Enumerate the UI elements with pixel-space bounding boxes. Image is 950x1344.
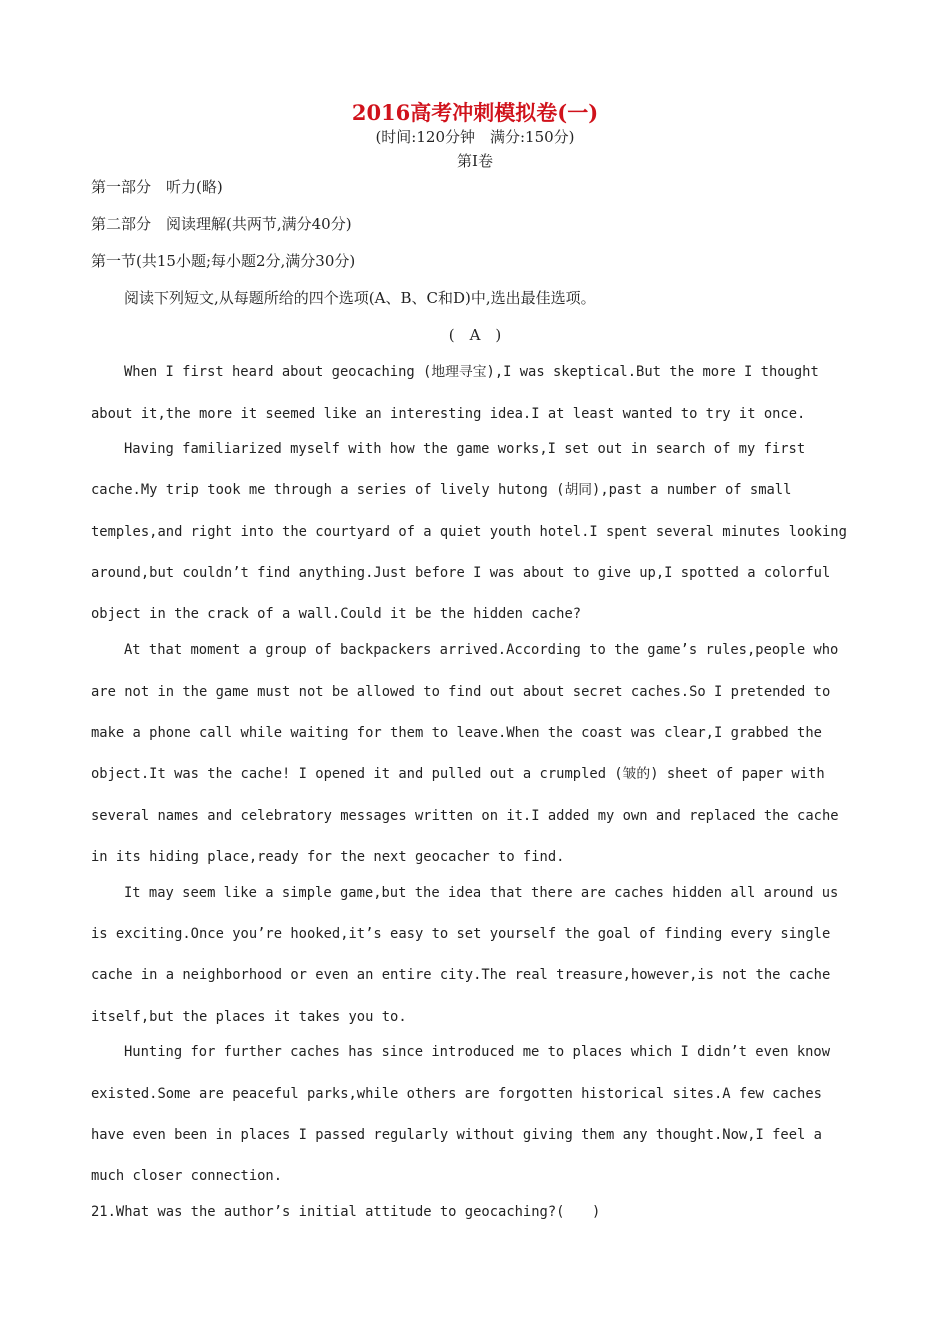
- passage-line: about it,the more it seemed like an interesting idea.I at least wanted to try it once.: [91, 406, 806, 422]
- passage-line: cache in a neighborhood or even an entire city.The real treasure,however,is not the cache: [91, 967, 831, 983]
- page-title: 2016高考冲刺模拟卷(一): [351, 100, 599, 125]
- part-two-heading: 第二部分 阅读理解(共两节,满分40分): [91, 215, 352, 233]
- passage-line: are not in the game must not be allowed to find out about secret caches.So I pretended to: [91, 684, 831, 700]
- section-one-heading: 第一节(共15小题;每小题2分,满分30分): [91, 252, 356, 270]
- passage-line: existed.Some are peaceful parks,while others are forgotten historical sites.A few caches: [91, 1086, 822, 1102]
- passage-line: At that moment a group of backpackers arrived.According to the game’s rules,people who: [124, 642, 839, 658]
- passage-line: object.It was the cache! I opened it and pulled out a crumpled (皱的) sheet of paper with: [91, 766, 825, 782]
- passage-line: itself,but the places it takes you to.: [91, 1009, 407, 1025]
- passage-line: When I first heard about geocaching (地理寻宝),I was skeptical.But the more I thought: [124, 364, 819, 380]
- volume-label: 第Ⅰ卷: [457, 152, 493, 170]
- passage-line: It may seem like a simple game,but the idea that there are caches hidden all around us: [124, 885, 839, 901]
- part-one-heading: 第一部分 听力(略): [91, 178, 223, 196]
- passage-line: around,but couldn’t find anything.Just before I was about to give up,I spotted a colorful: [91, 565, 831, 581]
- passage-line: temples,and right into the courtyard of a quiet youth hotel.I spent several minutes looking: [91, 524, 847, 540]
- passage-line: Hunting for further caches has since introduced me to places which I didn’t even know: [124, 1044, 831, 1060]
- passage-line: Having familiarized myself with how the game works,I set out in search of my first: [124, 441, 806, 457]
- passage-line: have even been in places I passed regularly without giving them any thought.Now,I feel a: [91, 1127, 822, 1143]
- passage-line: several names and celebratory messages written on it.I added my own and replaced the cache: [91, 808, 839, 824]
- passage-line: much closer connection.: [91, 1168, 283, 1184]
- passage-line: is exciting.Once you’re hooked,it’s easy to set yourself the goal of finding every single: [91, 926, 831, 942]
- passage-line: in its hiding place,ready for the next geocacher to find.: [91, 849, 565, 865]
- passage-label: ( A ): [448, 326, 502, 344]
- passage-line: object in the crack of a wall.Could it be the hidden cache?: [91, 606, 582, 622]
- question-21: 21.What was the author’s initial attitude to geocaching?( ): [91, 1204, 601, 1220]
- passage-line: cache.My trip took me through a series of lively hutong (胡同),past a number of small: [91, 482, 792, 498]
- instruction-text: 阅读下列短文,从每题所给的四个选项(A、B、C和D)中,选出最佳选项。: [124, 289, 596, 307]
- passage-line: make a phone call while waiting for them to leave.When the coast was clear,I grabbed the: [91, 725, 822, 741]
- exam-meta: (时间:120分钟 满分:150分): [375, 128, 575, 146]
